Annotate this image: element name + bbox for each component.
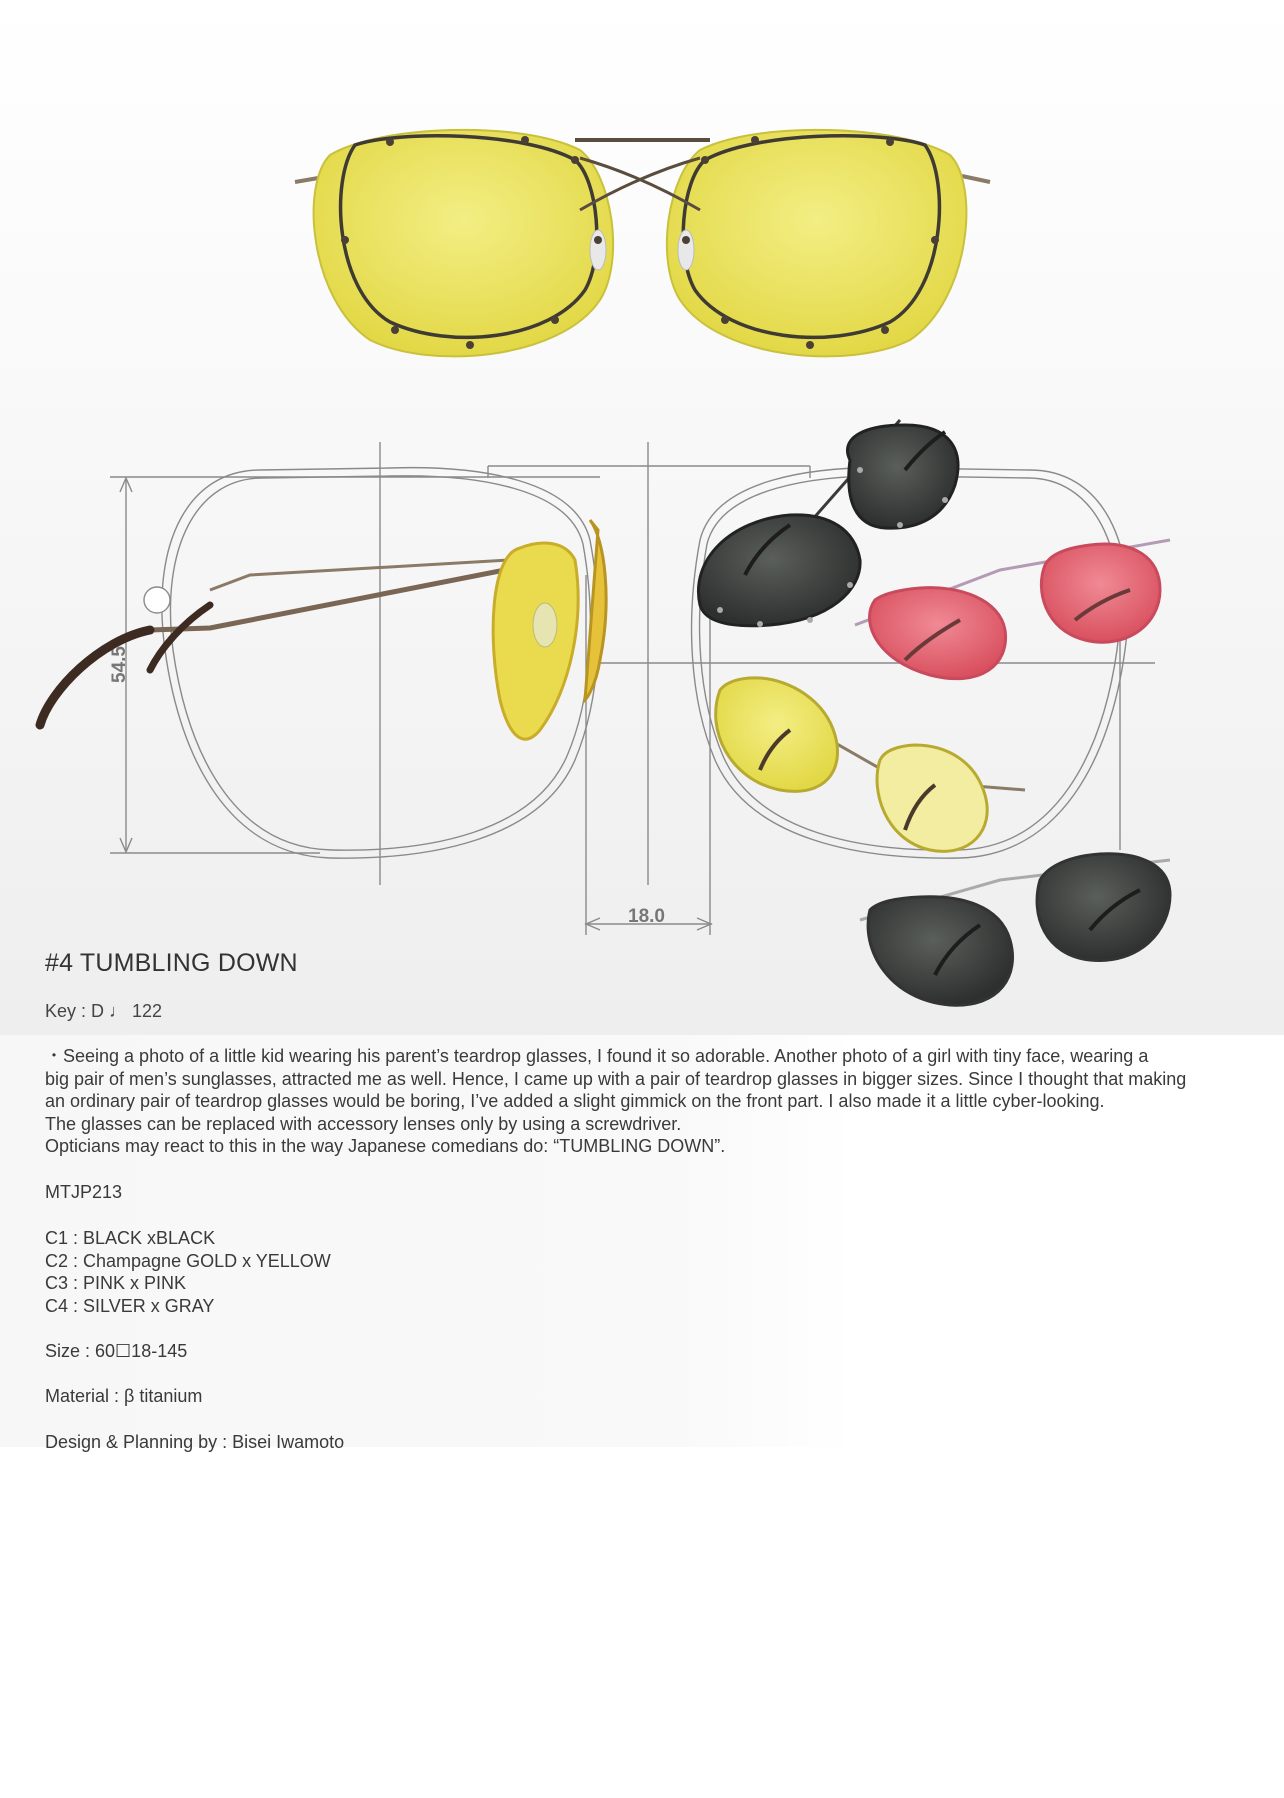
color-variant: C4 : SILVER x GRAY bbox=[45, 1295, 215, 1316]
bridge-width-label: 18.0 bbox=[628, 906, 665, 927]
product-key: Key : D ♩ 122 bbox=[45, 1001, 163, 1021]
description-line: big pair of men’s sunglasses, attracted me as well. Hence, I came up with a pair of teardrop glasses in bigger sizes. Since I thought that making bbox=[45, 1068, 1187, 1089]
description-line: Opticians may react to this in the way Japanese comedians do: “TUMBLING DOWN”. bbox=[45, 1136, 726, 1157]
product-title: #4 TUMBLING DOWN bbox=[45, 949, 298, 977]
technical-diagram bbox=[110, 442, 1155, 935]
product-description bbox=[45, 1045, 1245, 1158]
glasses-gray bbox=[860, 854, 1170, 1005]
color-variants bbox=[45, 1227, 331, 1317]
glasses-front-yellow bbox=[295, 130, 990, 357]
color-variant: C1 : BLACK xBLACK bbox=[45, 1228, 216, 1248]
glasses-side-yellow bbox=[40, 520, 606, 739]
model-number: MTJP213 bbox=[45, 1182, 123, 1202]
lens-height-label: 54.5 bbox=[109, 646, 130, 683]
designer-credit: Design & Planning by : Bisei Iwamoto bbox=[45, 1432, 345, 1452]
color-variant: C2 : Champagne GOLD x YELLOW bbox=[45, 1250, 331, 1271]
description-line: an ordinary pair of teardrop glasses would be boring, I’ve added a slight gimmick on the front part. I also made it a little cyber-looking. bbox=[45, 1091, 1105, 1112]
description-line: ・Seeing a photo of a little kid wearing his parent’s teardrop glasses, I found it so adorable. Another photo of a girl with tiny face, wearing a bbox=[45, 1046, 1149, 1066]
glasses-pink bbox=[855, 540, 1170, 679]
glasses-yellow-tumbled bbox=[716, 678, 1025, 852]
material-spec: Material : β titanium bbox=[45, 1386, 203, 1406]
description-line: The glasses can be replaced with accessory lenses only by using a screwdriver. bbox=[45, 1113, 682, 1134]
size-spec: Size : 60☐18-145 bbox=[45, 1341, 188, 1361]
color-variant: C3 : PINK x PINK bbox=[45, 1273, 187, 1294]
